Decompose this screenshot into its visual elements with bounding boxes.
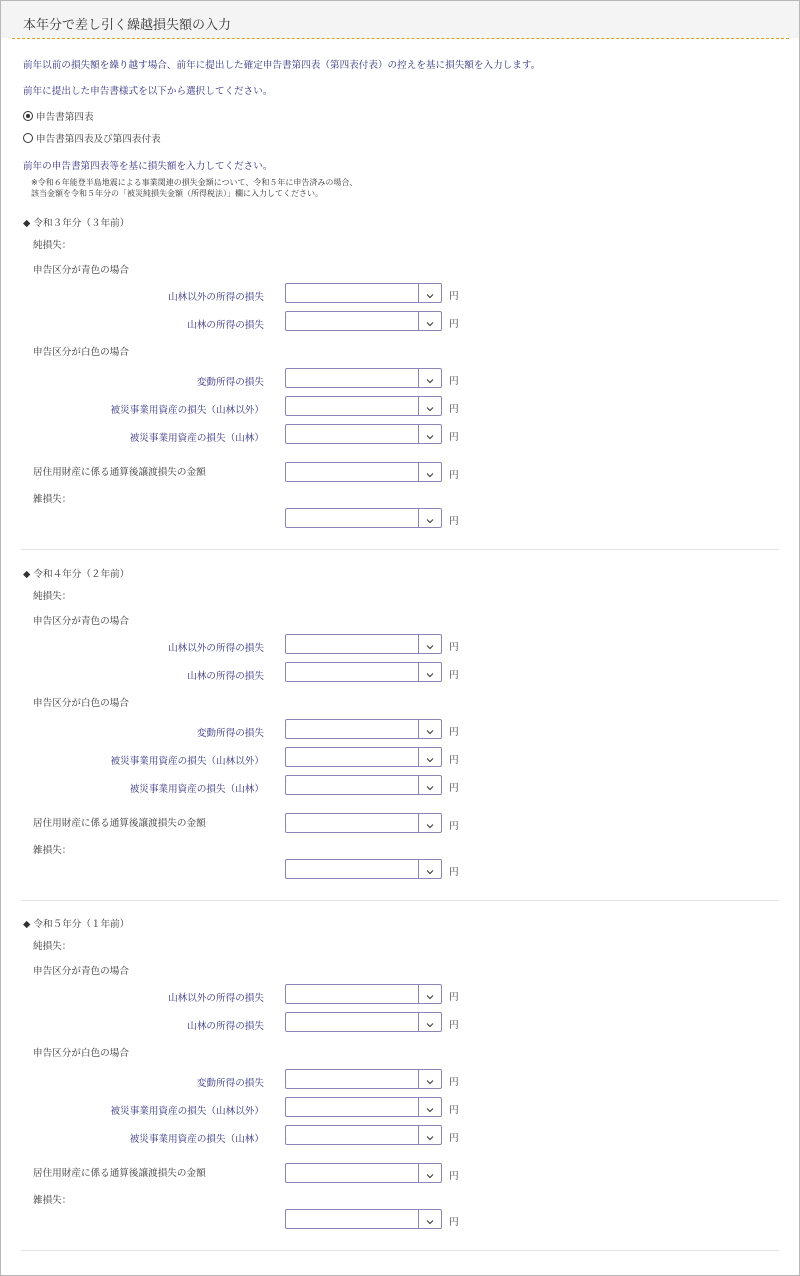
net-loss-label: 純損失：	[33, 240, 72, 251]
non-forest-loss-select[interactable]	[285, 984, 442, 1004]
misc-loss-select[interactable]	[285, 508, 442, 528]
select-divider	[418, 1126, 419, 1144]
chevron-down-icon[interactable]	[424, 1101, 436, 1113]
forest-loss-label: 山林の所得の損失	[187, 1021, 264, 1032]
select-divider	[418, 397, 419, 415]
forest-loss-select[interactable]	[285, 662, 442, 682]
chevron-down-icon[interactable]	[424, 863, 436, 875]
chevron-down-icon[interactable]	[424, 287, 436, 299]
note-line-2: 該当金額を令和５年分の「被災純損失金額（所得税法）」欄に入力してください。	[31, 189, 323, 198]
select-divider	[418, 635, 419, 653]
select-divider	[418, 814, 419, 832]
yen-unit: 円	[449, 821, 459, 832]
forest-loss-label: 山林の所得の損失	[187, 320, 264, 331]
yen-unit: 円	[449, 291, 459, 302]
misc-loss-label: 雑損失：	[33, 494, 72, 505]
chevron-down-icon[interactable]	[424, 466, 436, 478]
chevron-down-icon[interactable]	[424, 512, 436, 524]
yen-unit: 円	[449, 783, 459, 794]
section-divider	[21, 1250, 779, 1251]
select-divider	[418, 284, 419, 302]
variable-income-loss-select[interactable]	[285, 368, 442, 388]
residential-transfer-loss-select[interactable]	[285, 462, 442, 482]
misc-loss-label: 雑損失：	[33, 1195, 72, 1206]
chevron-down-icon[interactable]	[424, 372, 436, 384]
residential-transfer-loss-label: 居住用財産に係る通算後譲渡損失の金額	[33, 818, 206, 829]
disaster-asset-loss-forest-select[interactable]	[285, 424, 442, 444]
blue-return-label: 申告区分が青色の場合	[33, 265, 129, 276]
yen-unit: 円	[449, 1077, 459, 1088]
residential-transfer-loss-select[interactable]	[285, 1163, 442, 1183]
yen-unit: 円	[449, 1217, 459, 1228]
variable-income-loss-select[interactable]	[285, 719, 442, 739]
misc-loss-select[interactable]	[285, 1209, 442, 1229]
forest-loss-select[interactable]	[285, 311, 442, 331]
select-divider	[418, 312, 419, 330]
chevron-down-icon[interactable]	[424, 817, 436, 829]
select-divider	[418, 985, 419, 1003]
disaster-asset-loss-forest-label: 被災事業用資産の損失（山林）	[129, 1134, 264, 1145]
residential-transfer-loss-select[interactable]	[285, 813, 442, 833]
non-forest-loss-select[interactable]	[285, 283, 442, 303]
section-heading: ◆ 令和３年分（３年前）	[23, 218, 130, 229]
select-divider	[418, 1164, 419, 1182]
disaster-asset-loss-forest-select[interactable]	[285, 1125, 442, 1145]
chevron-down-icon[interactable]	[424, 751, 436, 763]
forest-loss-label: 山林の所得の損失	[187, 671, 264, 682]
select-divider	[418, 720, 419, 738]
yen-unit: 円	[449, 670, 459, 681]
radio-label: 申告書第四表及び第四表付表	[36, 134, 161, 145]
select-divider	[418, 1098, 419, 1116]
non-forest-loss-label: 山林以外の所得の損失	[168, 993, 264, 1004]
residential-transfer-loss-label: 居住用財産に係る通算後譲渡損失の金額	[33, 1168, 206, 1179]
disaster-asset-loss-forest-select[interactable]	[285, 775, 442, 795]
chevron-down-icon[interactable]	[424, 638, 436, 650]
variable-income-loss-label: 変動所得の損失	[196, 1078, 264, 1089]
chevron-down-icon[interactable]	[424, 1073, 436, 1085]
section-divider	[21, 900, 779, 901]
yen-unit: 円	[449, 1171, 459, 1182]
disaster-asset-loss-non-forest-select[interactable]	[285, 396, 442, 416]
blue-return-label: 申告区分が青色の場合	[33, 616, 129, 627]
page-title: 本年分で差し引く繰越損失額の入力	[23, 18, 232, 33]
non-forest-loss-label: 山林以外の所得の損失	[168, 292, 264, 303]
title-divider	[12, 38, 789, 39]
white-return-label: 申告区分が白色の場合	[33, 698, 129, 709]
yen-unit: 円	[449, 404, 459, 415]
chevron-down-icon[interactable]	[424, 1016, 436, 1028]
net-loss-label: 純損失：	[33, 941, 72, 952]
radio-form-4[interactable]	[23, 109, 94, 123]
select-divider	[418, 776, 419, 794]
yen-unit: 円	[449, 516, 459, 527]
blue-return-label: 申告区分が青色の場合	[33, 966, 129, 977]
chevron-down-icon[interactable]	[424, 779, 436, 791]
section-divider	[21, 549, 779, 550]
select-divider	[418, 1210, 419, 1228]
yen-unit: 円	[449, 867, 459, 878]
radio-button[interactable]	[23, 133, 33, 143]
select-divider	[418, 1070, 419, 1088]
chevron-down-icon[interactable]	[424, 1213, 436, 1225]
input-instruction: 前年の申告書第四表等を基に損失額を入力してください。	[23, 161, 273, 172]
yen-unit: 円	[449, 432, 459, 443]
misc-loss-label: 雑損失：	[33, 845, 72, 856]
forest-loss-select[interactable]	[285, 1012, 442, 1032]
select-divider	[418, 1013, 419, 1031]
chevron-down-icon[interactable]	[424, 400, 436, 412]
instruction-text: 前年に提出した申告書様式を以下から選択してください。	[23, 86, 273, 97]
net-loss-label: 純損失：	[33, 591, 72, 602]
yen-unit: 円	[449, 755, 459, 766]
section-heading: ◆ 令和４年分（２年前）	[23, 569, 130, 580]
variable-income-loss-label: 変動所得の損失	[196, 728, 264, 739]
white-return-label: 申告区分が白色の場合	[33, 1048, 129, 1059]
chevron-down-icon[interactable]	[424, 666, 436, 678]
note-line-1: ※令和６年能登半島地震による事業関連の損失金額について、令和５年に申告済みの場合、	[31, 178, 358, 187]
panel-header	[1, 1, 799, 38]
radio-label: 申告書第四表	[36, 112, 94, 123]
yen-unit: 円	[449, 376, 459, 387]
radio-form-4-with-attachment[interactable]	[23, 131, 161, 145]
yen-unit: 円	[449, 727, 459, 738]
select-divider	[418, 663, 419, 681]
disaster-asset-loss-non-forest-select[interactable]	[285, 1097, 442, 1117]
disaster-asset-loss-forest-label: 被災事業用資産の損失（山林）	[129, 784, 264, 795]
chevron-down-icon[interactable]	[424, 315, 436, 327]
disaster-asset-loss-non-forest-label: 被災事業用資産の損失（山林以外）	[110, 405, 264, 416]
variable-income-loss-select[interactable]	[285, 1069, 442, 1089]
select-divider	[418, 748, 419, 766]
variable-income-loss-label: 変動所得の損失	[196, 377, 264, 388]
select-divider	[418, 463, 419, 481]
yen-unit: 円	[449, 1133, 459, 1144]
disaster-asset-loss-non-forest-label: 被災事業用資産の損失（山林以外）	[110, 1106, 264, 1117]
misc-loss-select[interactable]	[285, 859, 442, 879]
yen-unit: 円	[449, 1105, 459, 1116]
select-divider	[418, 369, 419, 387]
non-forest-loss-select[interactable]	[285, 634, 442, 654]
yen-unit: 円	[449, 470, 459, 481]
white-return-label: 申告区分が白色の場合	[33, 347, 129, 358]
non-forest-loss-label: 山林以外の所得の損失	[168, 643, 264, 654]
yen-unit: 円	[449, 992, 459, 1003]
chevron-down-icon[interactable]	[424, 723, 436, 735]
yen-unit: 円	[449, 642, 459, 653]
select-divider	[418, 860, 419, 878]
disaster-asset-loss-non-forest-label: 被災事業用資産の損失（山林以外）	[110, 756, 264, 767]
disaster-asset-loss-forest-label: 被災事業用資産の損失（山林）	[129, 433, 264, 444]
chevron-down-icon[interactable]	[424, 988, 436, 1000]
select-divider	[418, 425, 419, 443]
yen-unit: 円	[449, 319, 459, 330]
chevron-down-icon[interactable]	[424, 1167, 436, 1179]
chevron-down-icon[interactable]	[424, 428, 436, 440]
disaster-asset-loss-non-forest-select[interactable]	[285, 747, 442, 767]
radio-button[interactable]	[23, 111, 33, 121]
select-divider	[418, 509, 419, 527]
chevron-down-icon[interactable]	[424, 1129, 436, 1141]
residential-transfer-loss-label: 居住用財産に係る通算後譲渡損失の金額	[33, 467, 206, 478]
intro-text: 前年以前の損失額を繰り越す場合、前年に提出した確定申告書第四表（第四表付表）の控えを基に損失額を入力します。	[23, 60, 541, 71]
section-heading: ◆ 令和５年分（１年前）	[23, 919, 130, 930]
yen-unit: 円	[449, 1020, 459, 1031]
